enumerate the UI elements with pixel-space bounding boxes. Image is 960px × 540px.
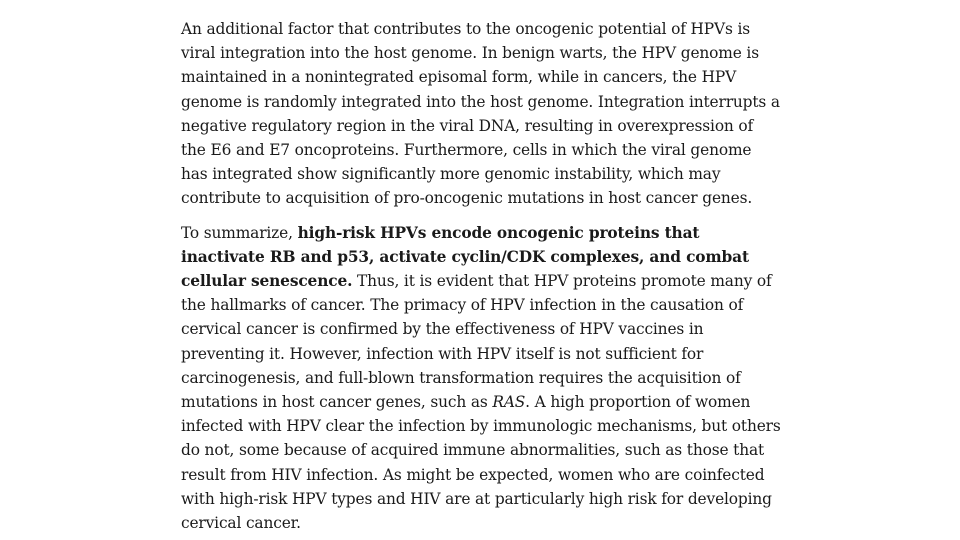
summary-body-text-2: . A high proportion of women infected with HPV clear the infection by immunologic mechanisms, but others do not, some because of acquired immune abnormalities, such as those that result from HIV infection. As might be expected, women who are coinfected with high-risk HPV types and HIV are at particularly high risk for developing cervical cancer. xyxy=(181,393,781,533)
summary-intro-text: To summarize, xyxy=(181,223,298,242)
gene-name-ras: RAS xyxy=(492,393,526,412)
summary-body-text-1: Thus, it is evident that HPV proteins promote many of the hallmarks of cancer. The primacy of HPV infection in the causation of cervical cancer is confirmed by the effectiveness of HPV vaccines in preventing it. However, infection with HPV itself is not sufficient for carcinogenesis, and full-blown transformation requires the acquisition of mutations in host cancer genes, such as xyxy=(181,272,772,412)
summary-bold-text: high-risk HPVs encode oncogenic proteins that inactivate RB and p53, activate cyclin/CDK complexes, and combat cellular senescence. xyxy=(181,223,749,291)
document-body xyxy=(181,17,781,535)
paragraph-summary xyxy=(181,221,781,536)
paragraph-hpv-integration: An additional factor that contributes to the oncogenic potential of HPVs is viral integration into the host genome. In benign warts, the HPV genome is maintained in a nonintegrated episomal form, while in cancers, the HPV genome is randomly integrated into the host genome. Integration interrupts a negative regulatory region in the viral DNA, resulting in overexpression of the E6 and E7 oncoproteins. Furthermore, cells in which the viral genome has integrated show significantly more genomic instability, which may contribute to acquisition of pro-oncogenic mutations in host cancer genes. xyxy=(181,20,780,208)
